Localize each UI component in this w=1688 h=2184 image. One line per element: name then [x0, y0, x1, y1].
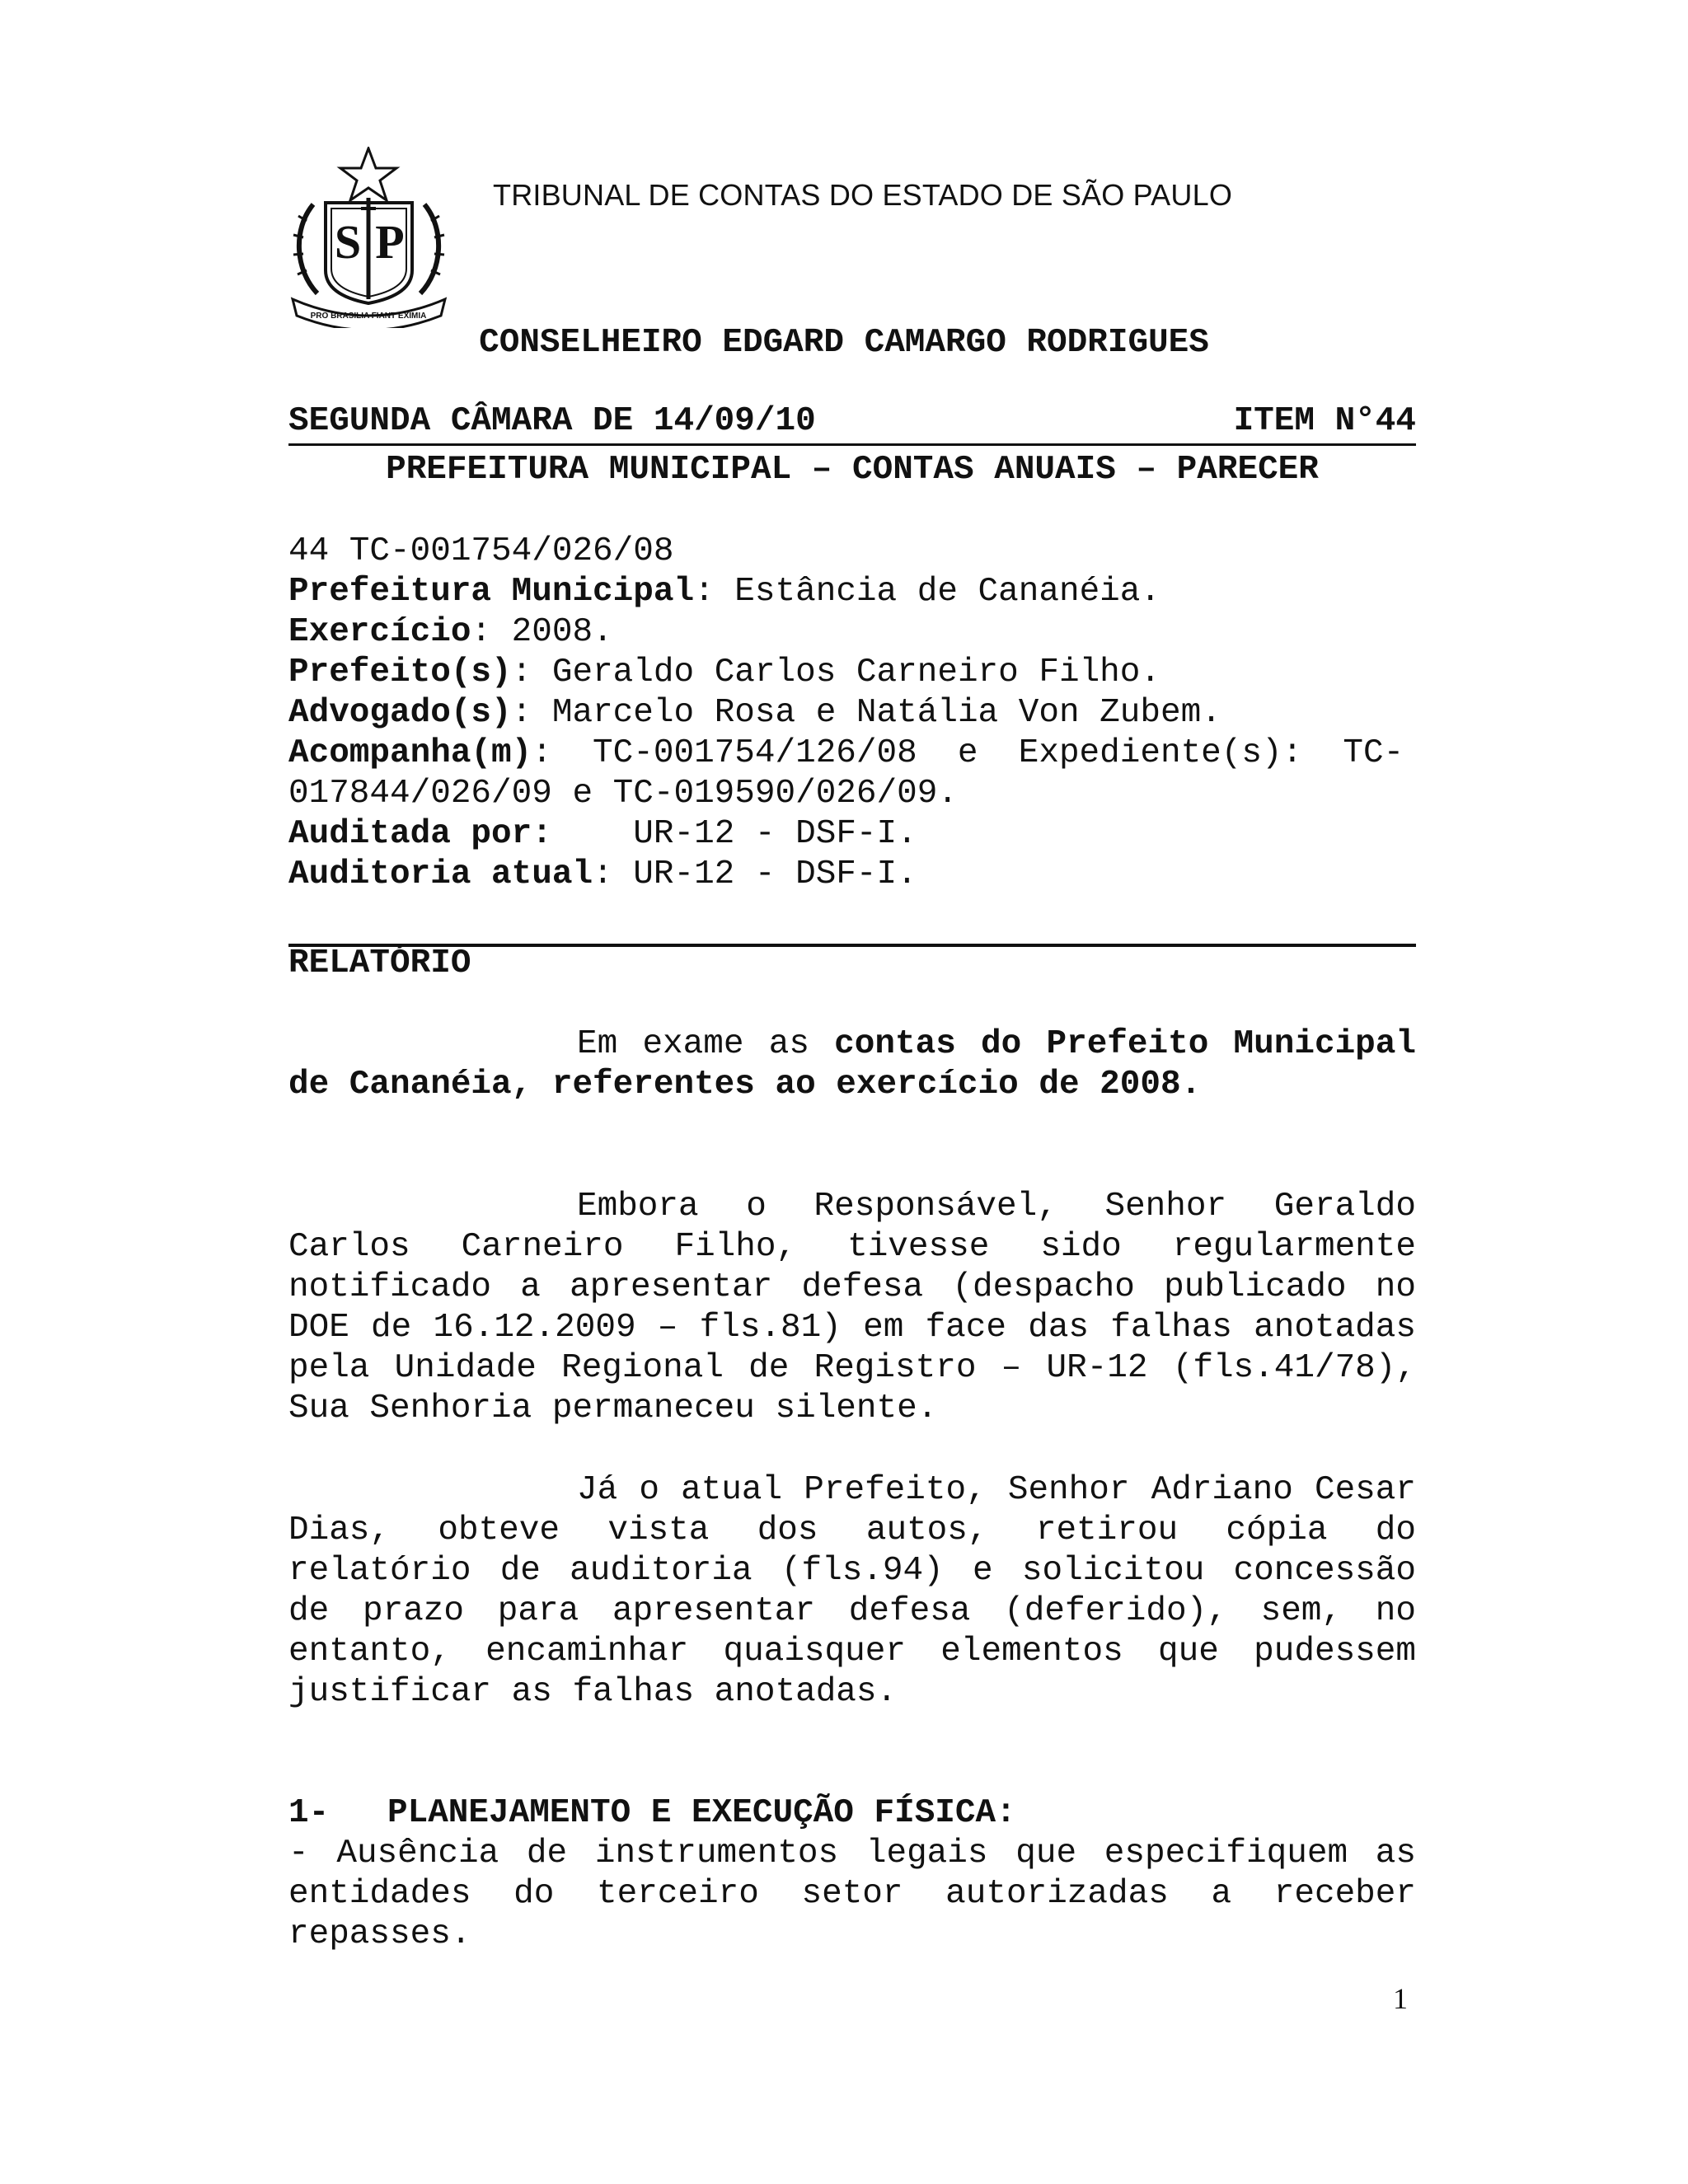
session-date: SEGUNDA CÂMARA DE 14/09/10 [288, 402, 816, 440]
advogado-field [288, 693, 1416, 733]
prefeito-label: Prefeito(s) [288, 654, 512, 691]
acompanha-continuation: 017844/026/09 e TC-019590/026/09. [288, 775, 958, 813]
page-number: 1 [1393, 1982, 1408, 2015]
prefeito-field [288, 653, 1416, 693]
session-row [288, 401, 1416, 442]
exercicio-value: : 2008. [471, 613, 613, 651]
section-1-number: 1- [288, 1794, 330, 1832]
prefeitura-field [288, 572, 1416, 612]
relatorio-heading: RELATÓRIO [288, 944, 471, 982]
prefeitura-value: : Estância de Cananéia. [694, 573, 1160, 611]
auditoria-field [288, 855, 1416, 895]
auditoria-value: : UR-12 - DSF-I. [593, 855, 917, 893]
prefeitura-label: Prefeitura Municipal [288, 573, 695, 611]
seal-monogram-left: S [334, 215, 362, 269]
auditoria-label: Auditoria atual [288, 855, 593, 893]
auditada-field [288, 814, 1416, 855]
counselor-name: CONSELHEIRO EDGARD CAMARGO RODRIGUES [479, 324, 1209, 362]
section-1-title: PLANEJAMENTO E EXECUÇÃO FÍSICA: [387, 1794, 1016, 1832]
subject-line: PREFEITURA MUNICIPAL – CONTAS ANUAIS – PARECER [386, 451, 1319, 489]
paragraph-1-emphasis: contas do Prefeito Municipal de Cananéia, referentes ao exercício de 2008. [288, 1025, 1416, 1104]
advogado-label: Advogado(s) [288, 694, 512, 732]
exercicio-label: Exercício [288, 613, 471, 651]
process-details [288, 532, 1416, 895]
header-divider [288, 443, 1416, 446]
paragraph-2-text: Embora o Responsável, Senhor Geraldo Carlos Carneiro Filho, tivesse sido regularmente notificado a apresentar defesa (despacho publicado no DOE de 16.12.2009 – fls.81) em face das falhas anotadas pela Unidade Regional de Registro – UR-12 (fls.41/78), Sua Senhoria permaneceu silente. [288, 1188, 1416, 1427]
acompanha-label: Acompanha(m) [288, 734, 532, 772]
relatorio-paragraph-3 [288, 1470, 1416, 1713]
relatorio-paragraph-2 [288, 1187, 1416, 1429]
seal-motto: PRO BRASILIA FIANT EXIMIA [310, 312, 427, 321]
item-number: ITEM N°44 [1233, 402, 1416, 440]
sao-paulo-coat-of-arms-icon [288, 147, 449, 328]
institution-name: TRIBUNAL DE CONTAS DO ESTADO DE SÃO PAULO [493, 178, 1233, 212]
auditada-value: UR-12 - DSF-I. [551, 815, 917, 853]
acompanha-field [288, 733, 1416, 774]
section-1-text: - Ausência de instrumentos legais que especifiquem as entidades do terceiro setor autorizadas a receber repasses. [288, 1835, 1416, 1953]
acompanha-value: : TC-001754/126/08 e Expediente(s): TC- [532, 734, 1404, 772]
auditada-label: Auditada por: [288, 815, 552, 853]
paragraph-1-text: Em exame as [577, 1025, 835, 1063]
exercicio-field [288, 612, 1416, 653]
process-number: 44 TC-001754/026/08 [288, 532, 674, 570]
section-1-heading [288, 1793, 1016, 1834]
relatorio-paragraph-1 [288, 1024, 1416, 1105]
prefeito-value: : Geraldo Carlos Carneiro Filho. [511, 654, 1160, 691]
paragraph-3-text: Já o atual Prefeito, Senhor Adriano Cesar Dias, obteve vista dos autos, retirou cópia do relatório de auditoria (fls.94) e solicitou concessão de prazo para apresentar defesa (deferido), sem, no entanto, encaminhar quaisquer elementos que pudessem justificar as falhas anotadas. [288, 1471, 1416, 1711]
seal-monogram-right: P [375, 215, 405, 269]
advogado-value: : Marcelo Rosa e Natália Von Zubem. [511, 694, 1221, 732]
